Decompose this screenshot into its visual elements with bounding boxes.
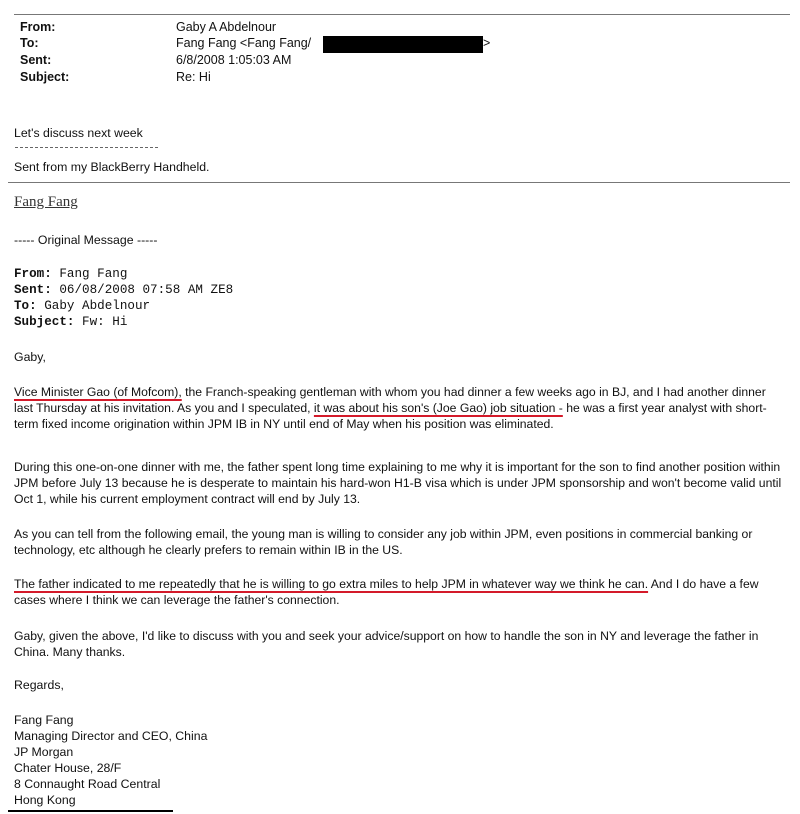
paragraph-4-text-b: And I do have a few cases where I think we can leverage the father's connection.	[14, 577, 759, 607]
signature-underline	[8, 810, 173, 812]
original-to-line	[14, 298, 150, 314]
original-subject-value: Fw: Hi	[82, 315, 128, 329]
original-from-line	[14, 266, 127, 282]
original-subject-line	[14, 314, 127, 330]
reply-text: Let's discuss next week	[14, 126, 143, 140]
highlight-son-job: it was about his son's (Joe Gao) job situation -	[313, 401, 563, 415]
original-from-value: Fang Fang	[59, 267, 128, 281]
reply-sent-label: Sent:	[20, 53, 52, 67]
paragraph-4	[14, 576, 784, 608]
reply-sent-value: 6/8/2008 1:05:03 AM	[176, 53, 292, 67]
original-sent-value: 06/08/2008 07:58 AM ZE8	[59, 283, 234, 297]
paragraph-1	[14, 384, 784, 432]
blackberry-signature: Sent from my BlackBerry Handheld.	[14, 160, 210, 174]
sender-name-link[interactable]: Fang Fang	[14, 194, 78, 210]
highlight-father-willing: The father indicated to me repeatedly that he is willing to go extra miles to help JPM in whatever way we think he can.	[14, 577, 649, 591]
signature-company: JP Morgan	[14, 745, 74, 759]
signature-address-2: 8 Connaught Road Central	[14, 777, 161, 791]
reply-from-label: From:	[20, 20, 56, 34]
highlight-vice-minister: Vice Minister Gao (of Mofcom),	[14, 385, 182, 399]
reply-to-label: To:	[20, 36, 39, 50]
original-sent-line	[14, 282, 233, 298]
reply-to-suffix: >	[483, 36, 491, 50]
signature-city: Hong Kong	[14, 793, 76, 807]
original-message-marker: ----- Original Message -----	[14, 233, 158, 247]
signature-title: Managing Director and CEO, China	[14, 729, 208, 743]
original-to-value: Gaby Abdelnour	[44, 299, 151, 313]
signature-name: Fang Fang	[14, 713, 74, 727]
original-subject-label: Subject:	[14, 315, 75, 329]
reply-subject-value: Re: Hi	[176, 70, 211, 84]
closing: Regards,	[14, 678, 64, 692]
paragraph-1-text-a: the Franch-speaking gentleman with whom you had dinner a few weeks ago in BJ, and I had another dinner last Thursday at his invitation. As you and I speculated,	[14, 385, 766, 415]
reply-dash-divider	[15, 147, 158, 148]
middle-divider	[8, 182, 790, 183]
paragraph-1-text-b: he was a first year analyst with short-term fixed income origination within JPM IB in NY until end of May when his position was eliminated.	[14, 401, 767, 431]
reply-to-value: Fang Fang <Fang Fang/	[176, 36, 312, 50]
original-sent-label: Sent:	[14, 283, 52, 297]
original-to-label: To:	[14, 299, 37, 313]
reply-from-value: Gaby A Abdelnour	[176, 20, 277, 34]
original-from-label: From:	[14, 267, 52, 281]
paragraph-5: Gaby, given the above, I'd like to discuss with you and seek your advice/support on how to handle the son in NY and leverage the father in China. Many thanks.	[14, 629, 759, 659]
paragraph-2: During this one-on-one dinner with me, the father spent long time explaining to me why it is important for the son to find another position within JPM before July 13 because he is desperate to maintain his hard-won H1-B visa which is under JPM sponsorship and won't become valid until Oct 1, while his current employment contract will end by July 13.	[14, 460, 782, 506]
top-divider	[14, 14, 790, 15]
redaction-bar	[323, 36, 483, 53]
paragraph-3: As you can tell from the following email, the young man is willing to consider any job within JPM, even positions in commercial banking or technology, etc although he clearly prefers to remain within IB in the US.	[14, 527, 753, 557]
reply-subject-label: Subject:	[20, 70, 70, 84]
greeting: Gaby,	[14, 350, 46, 364]
signature-address-1: Chater House, 28/F	[14, 761, 122, 775]
